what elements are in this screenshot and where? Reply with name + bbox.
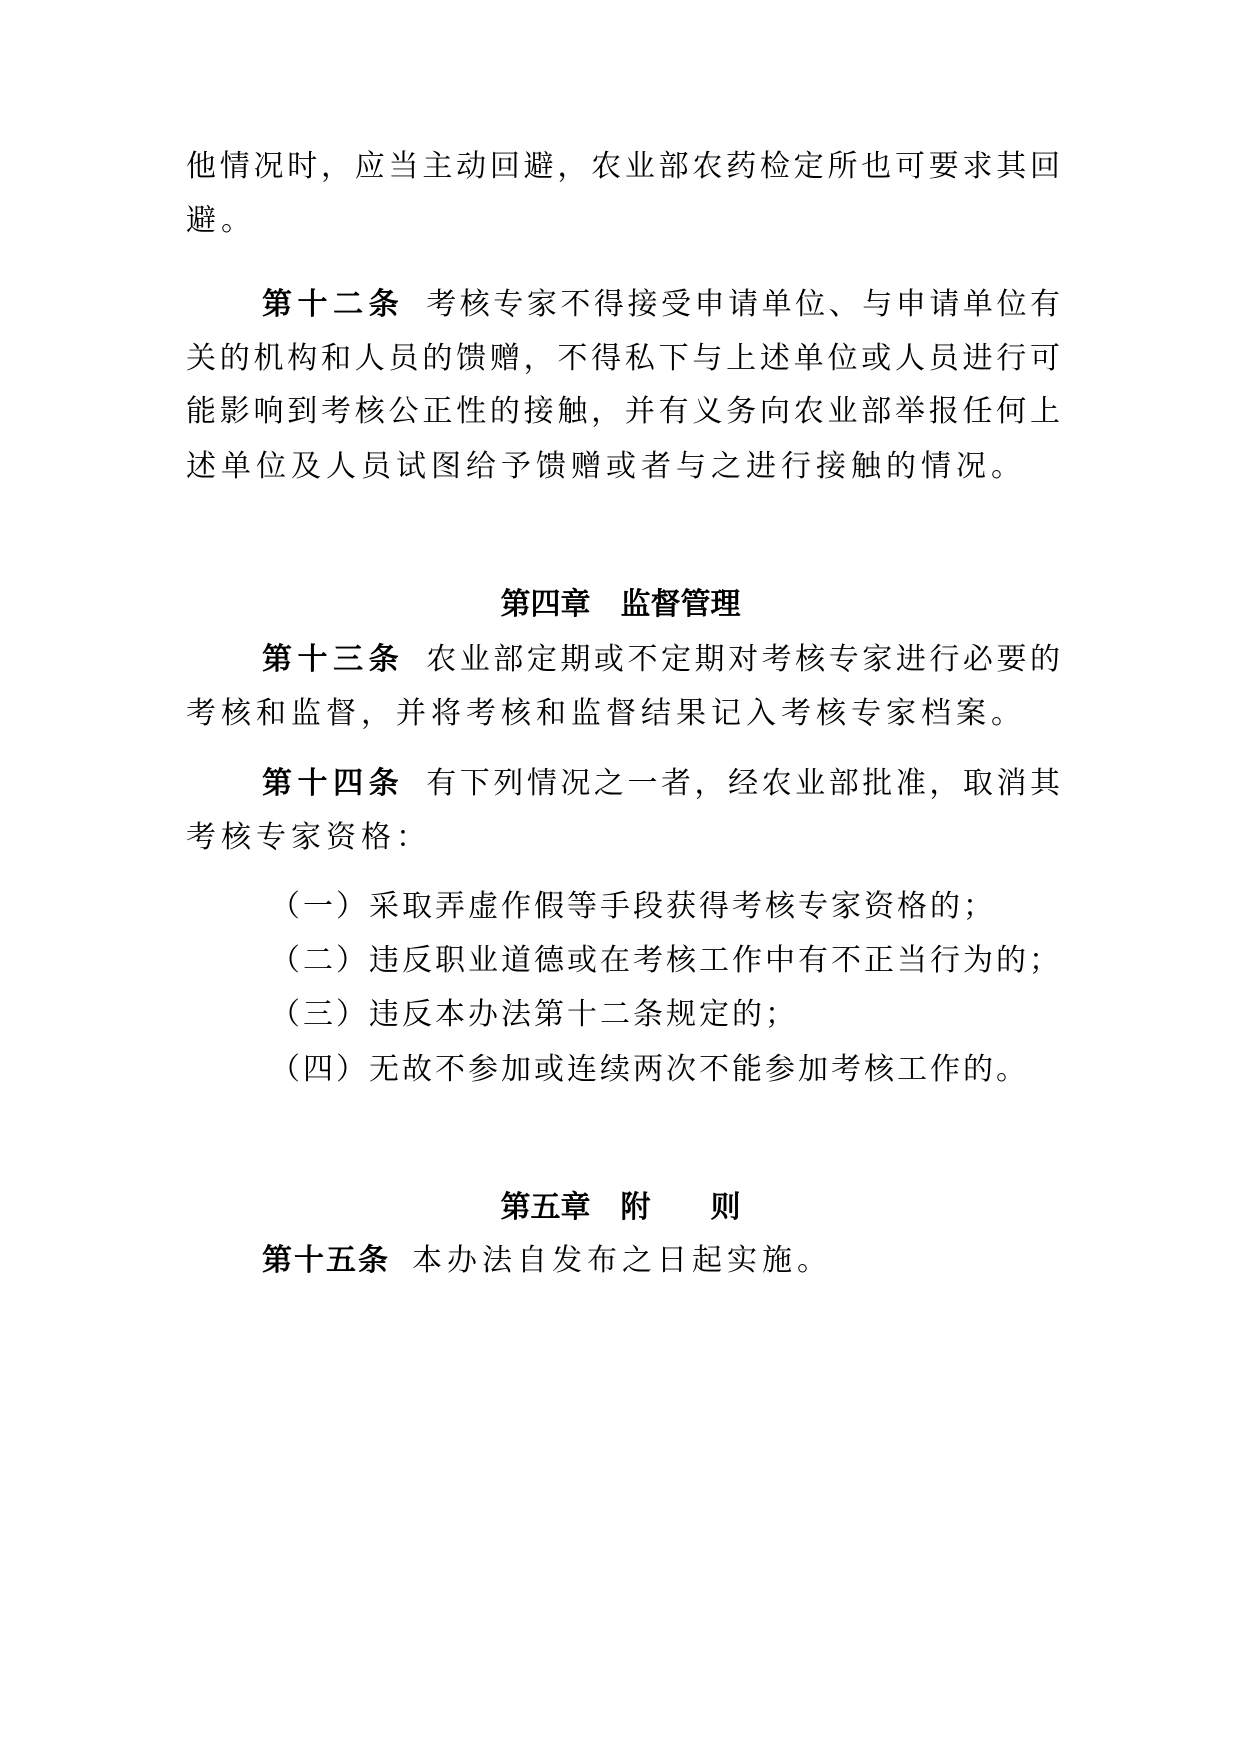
text: 农业部定期或不定期对考核专家进行必要的 (426, 642, 1061, 677)
text: （一）采取弄虚作假等手段获得考核专家资格的； (270, 889, 996, 924)
article-14-label: 第十四条 (262, 766, 405, 801)
text: （三）违反本办法第十二条规定的； (270, 997, 798, 1032)
text: 考核专家不得接受申请单位、与申请单位有 (426, 287, 1061, 322)
text: 避。 (186, 203, 256, 238)
text: 他情况时，应当主动回避，农业部农药检定所也可要求其回 (186, 149, 1060, 184)
article-14-first-line (262, 764, 1060, 804)
paragraph-line (186, 201, 1060, 241)
chapter-4-heading: 第四章 监督管理 (500, 587, 741, 622)
list-item (270, 1050, 1060, 1090)
text: （四）无故不参加或连续两次不能参加考核工作的。 (270, 1052, 1029, 1087)
article-15-label: 第十五条 (262, 1243, 390, 1278)
article-12-first-line (262, 285, 1060, 325)
article-15-line (262, 1241, 1060, 1281)
text: 关的机构和人员的馈赠，不得私下与上述单位或人员进行可 (186, 341, 1060, 376)
text: 本办法自发布之日起实施。 (412, 1243, 832, 1278)
paragraph-line (186, 447, 1060, 487)
text: （二）违反职业道德或在考核工作中有不正当行为的； (270, 943, 1062, 978)
text: 述单位及人员试图给予馈赠或者与之进行接触的情况。 (186, 449, 1026, 484)
text: 考核专家资格： (186, 820, 431, 855)
list-item (270, 995, 1060, 1035)
article-13-first-line (262, 640, 1060, 680)
paragraph-line (186, 818, 1060, 858)
article-12-label: 第十二条 (262, 287, 405, 322)
text: 考核和监督，并将考核和监督结果记入考核专家档案。 (186, 696, 1026, 731)
text: 有下列情况之一者，经农业部批准，取消其 (426, 766, 1061, 801)
paragraph-line (186, 694, 1060, 734)
text: 能影响到考核公正性的接触，并有义务向农业部举报任何上 (186, 394, 1060, 429)
paragraph-line (186, 339, 1060, 379)
list-item (270, 941, 1060, 981)
chapter-5-heading: 第五章 附 则 (500, 1190, 741, 1225)
article-13-label: 第十三条 (262, 642, 405, 677)
list-item (270, 887, 1060, 927)
paragraph-line (186, 392, 1060, 432)
paragraph-line (186, 147, 1060, 187)
